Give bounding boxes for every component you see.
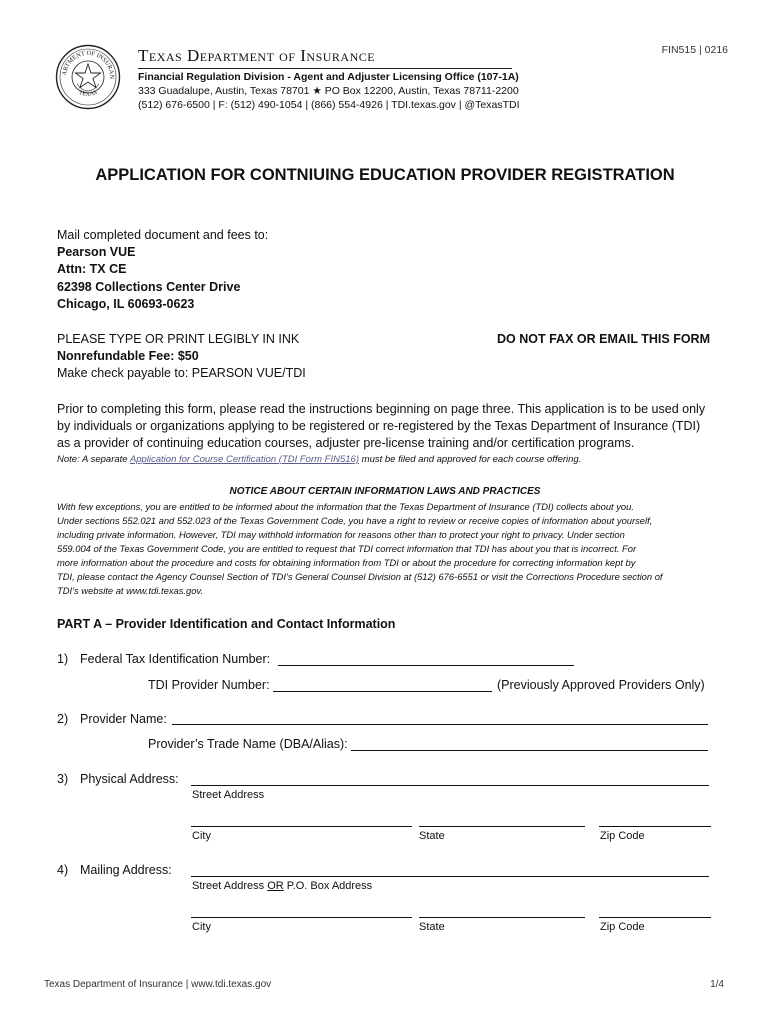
mailing-street-field[interactable] bbox=[191, 876, 709, 877]
q3-number: 3) bbox=[57, 772, 69, 786]
footer-agency: Texas Department of Insurance | www.tdi.texas.gov bbox=[44, 979, 272, 990]
tdi-provider-number-label: TDI Provider Number: bbox=[148, 678, 270, 692]
agency-name: Texas Department of Insurance bbox=[138, 46, 376, 65]
mailing-zip-caption: Zip Code bbox=[600, 921, 645, 933]
mail-line-4: Chicago, IL 60693-0623 bbox=[57, 297, 195, 311]
notice-heading: NOTICE ABOUT CERTAIN INFORMATION LAWS AND PRACTICES bbox=[229, 486, 541, 497]
mailing-zip-field[interactable] bbox=[599, 917, 711, 918]
trade-name-field[interactable] bbox=[351, 750, 708, 751]
seal-text: ARTMENT OF INSURAN bbox=[60, 49, 116, 80]
mail-line-3: 62398 Collections Center Drive bbox=[57, 280, 241, 294]
provider-name-field[interactable] bbox=[172, 724, 708, 725]
notice-line: including private information. However, TDI may withhold information for reasons other than to protect your right to privacy. Under section bbox=[57, 529, 625, 540]
mailing-state-field[interactable] bbox=[419, 917, 585, 918]
no-fax-notice: DO NOT FAX OR EMAIL THIS FORM bbox=[497, 332, 710, 346]
notice-line: TDI’s website at www.tdi.texas.gov. bbox=[57, 585, 204, 596]
federal-tax-id-label: Federal Tax Identification Number: bbox=[80, 652, 271, 666]
seal-bottom-text: TEXAS bbox=[77, 89, 99, 98]
print-instruction: PLEASE TYPE OR PRINT LEGIBLY IN INK bbox=[57, 332, 300, 346]
physical-zip-caption: Zip Code bbox=[600, 830, 645, 842]
mailing-city-caption: City bbox=[192, 921, 211, 933]
address-line: 333 Guadalupe, Austin, Texas 78701 ★ PO Box 12200, Austin, Texas 78711-2200 bbox=[138, 85, 519, 97]
tdi-seal-icon bbox=[55, 44, 121, 110]
trade-name-label: Provider’s Trade Name (DBA/Alias): bbox=[148, 737, 348, 751]
physical-city-field[interactable] bbox=[191, 826, 412, 827]
physical-address-label: Physical Address: bbox=[80, 772, 179, 786]
mailing-address-label: Mailing Address: bbox=[80, 863, 172, 877]
notice-line: TDI, please contact the Agency Counsel Section of TDI’s General Counsel Division at (512) 676-6551 or visit the Corrections Procedure section of bbox=[57, 571, 663, 582]
mailing-street-caption-b: P.O. Box Address bbox=[283, 880, 373, 892]
notice-body bbox=[57, 500, 717, 598]
prior-line-2: by individuals or organizations applying to be registered or re-registered by the Texas Department of Insurance (TDI) bbox=[57, 419, 701, 433]
mailing-state-caption: State bbox=[419, 921, 445, 933]
form-id: FIN515 | 0216 bbox=[661, 44, 728, 56]
previously-approved-note: (Previously Approved Providers Only) bbox=[497, 678, 705, 692]
page-number: 1/4 bbox=[710, 979, 724, 990]
course-note bbox=[57, 453, 581, 466]
mailing-street-caption bbox=[192, 880, 372, 892]
part-a-heading: PART A – Provider Identification and Contact Information bbox=[57, 617, 396, 631]
tdi-provider-number-field[interactable] bbox=[273, 691, 492, 692]
mail-line-1: Pearson VUE bbox=[57, 245, 136, 259]
header-rule bbox=[138, 68, 512, 69]
federal-tax-id-field[interactable] bbox=[278, 665, 574, 666]
physical-street-field[interactable] bbox=[191, 785, 709, 786]
notice-line: With few exceptions, you are entitled to be informed about the information that the Texas Department of Insurance (TDI) collects about you. bbox=[57, 501, 634, 512]
mailing-street-caption-a: Street Address bbox=[192, 880, 268, 892]
mail-intro: Mail completed document and fees to: bbox=[57, 228, 269, 242]
physical-state-field[interactable] bbox=[419, 826, 585, 827]
fee-text: Nonrefundable Fee: $50 bbox=[57, 349, 199, 363]
q4-number: 4) bbox=[57, 863, 69, 877]
mailing-city-field[interactable] bbox=[191, 917, 412, 918]
note-prefix: Note: A separate bbox=[57, 454, 130, 465]
notice-line: 559.004 of the Texas Government Code, you are entitled to request that TDI correct information that TDI has about you that is incorrect. For bbox=[57, 543, 637, 554]
physical-street-caption: Street Address bbox=[192, 789, 265, 801]
contact-line: (512) 676-6500 | F: (512) 490-1054 | (866) 554-4926 | TDI.texas.gov | @TexasTDI bbox=[138, 99, 520, 111]
division-line: Financial Regulation Division - Agent and Adjuster Licensing Office (107-1A) bbox=[138, 71, 519, 83]
physical-state-caption: State bbox=[419, 830, 445, 842]
physical-city-caption: City bbox=[192, 830, 211, 842]
fin516-link[interactable]: Application for Course Certification (TDI Form FIN516) bbox=[129, 454, 360, 465]
notice-line: more information about the procedure and costs for obtaining information from TDI or about the procedure for correcting information kept by bbox=[57, 557, 636, 568]
physical-zip-field[interactable] bbox=[599, 826, 711, 827]
note-suffix: must be filed and approved for each course offering. bbox=[359, 454, 582, 465]
q1-number: 1) bbox=[57, 652, 69, 666]
mailing-street-caption-or: OR bbox=[267, 880, 284, 892]
page-title: APPLICATION FOR CONTNIUING EDUCATION PROVIDER REGISTRATION bbox=[95, 166, 675, 184]
q2-number: 2) bbox=[57, 712, 69, 726]
provider-name-label: Provider Name: bbox=[80, 712, 167, 726]
payable-text: Make check payable to: PEARSON VUE/TDI bbox=[57, 366, 306, 380]
prior-line-1: Prior to completing this form, please read the instructions beginning on page three. This application is to be used only bbox=[57, 402, 706, 416]
prior-line-3: as a provider of continuing education courses, adjuster pre-license training and/or certification programs. bbox=[57, 436, 635, 450]
notice-line: Under sections 552.021 and 552.023 of the Texas Government Code, you have a right to review or receive copies of information about yourself, bbox=[57, 515, 653, 526]
mail-line-2: Attn: TX CE bbox=[57, 262, 127, 276]
